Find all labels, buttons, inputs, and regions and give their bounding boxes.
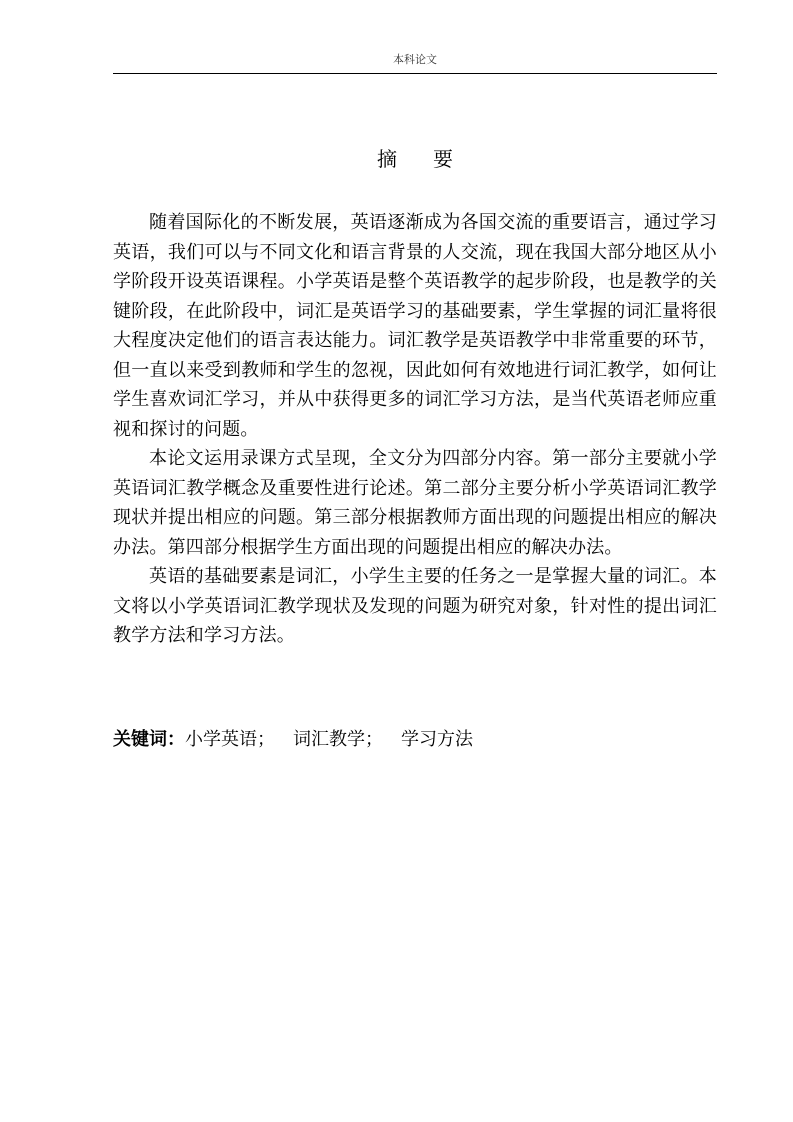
abstract-title: 摘要 xyxy=(377,147,489,171)
abstract-paragraph-3: 英语的基础要素是词汇，小学生主要的任务之一是掌握大量的词汇。本文将以小学英语词汇教学现状及发现的问题为研究对象，针对性的提出词汇教学方法和学习方法。 xyxy=(113,566,717,646)
keyword-item: 词汇教学； xyxy=(293,729,383,750)
running-header: 本科论文 xyxy=(393,53,437,66)
keywords-line xyxy=(113,727,717,753)
keywords-label: 关键词： xyxy=(113,729,185,750)
keyword-item: 小学英语； xyxy=(185,729,275,750)
header-rule xyxy=(113,73,717,74)
keyword-item: 学习方法 xyxy=(401,729,473,750)
abstract-paragraph-1: 随着国际化的不断发展，英语逐渐成为各国交流的重要语言，通过学习英语，我们可以与不同文化和语言背景的人交流，现在我国大部分地区从小学阶段开设英语课程。小学英语是整个英语教学的起步阶段，也是教学的关键阶段，在此阶段中，词汇是英语学习的基础要素，学生掌握的词汇量将很大程度决定他们的语言表达能力。词汇教学是英语教学中非常重要的环节，但一直以来受到教师和学生的忽视，因此如何有效地进行词汇教学，如何让学生喜欢词汇学习，并从中获得更多的词汇学习方法，是当代英语老师应重视和探讨的问题。 xyxy=(113,212,717,440)
abstract-paragraph-2: 本论文运用录课方式呈现，全文分为四部分内容。第一部分主要就小学英语词汇教学概念及重要性进行论述。第二部分主要分析小学英语词汇教学现状并提出相应的问题。第三部分根据教师方面出现的问题提出相应的解决办法。第四部分根据学生方面出现的问题提出相应的解决办法。 xyxy=(113,448,717,558)
abstract-body xyxy=(113,208,717,651)
